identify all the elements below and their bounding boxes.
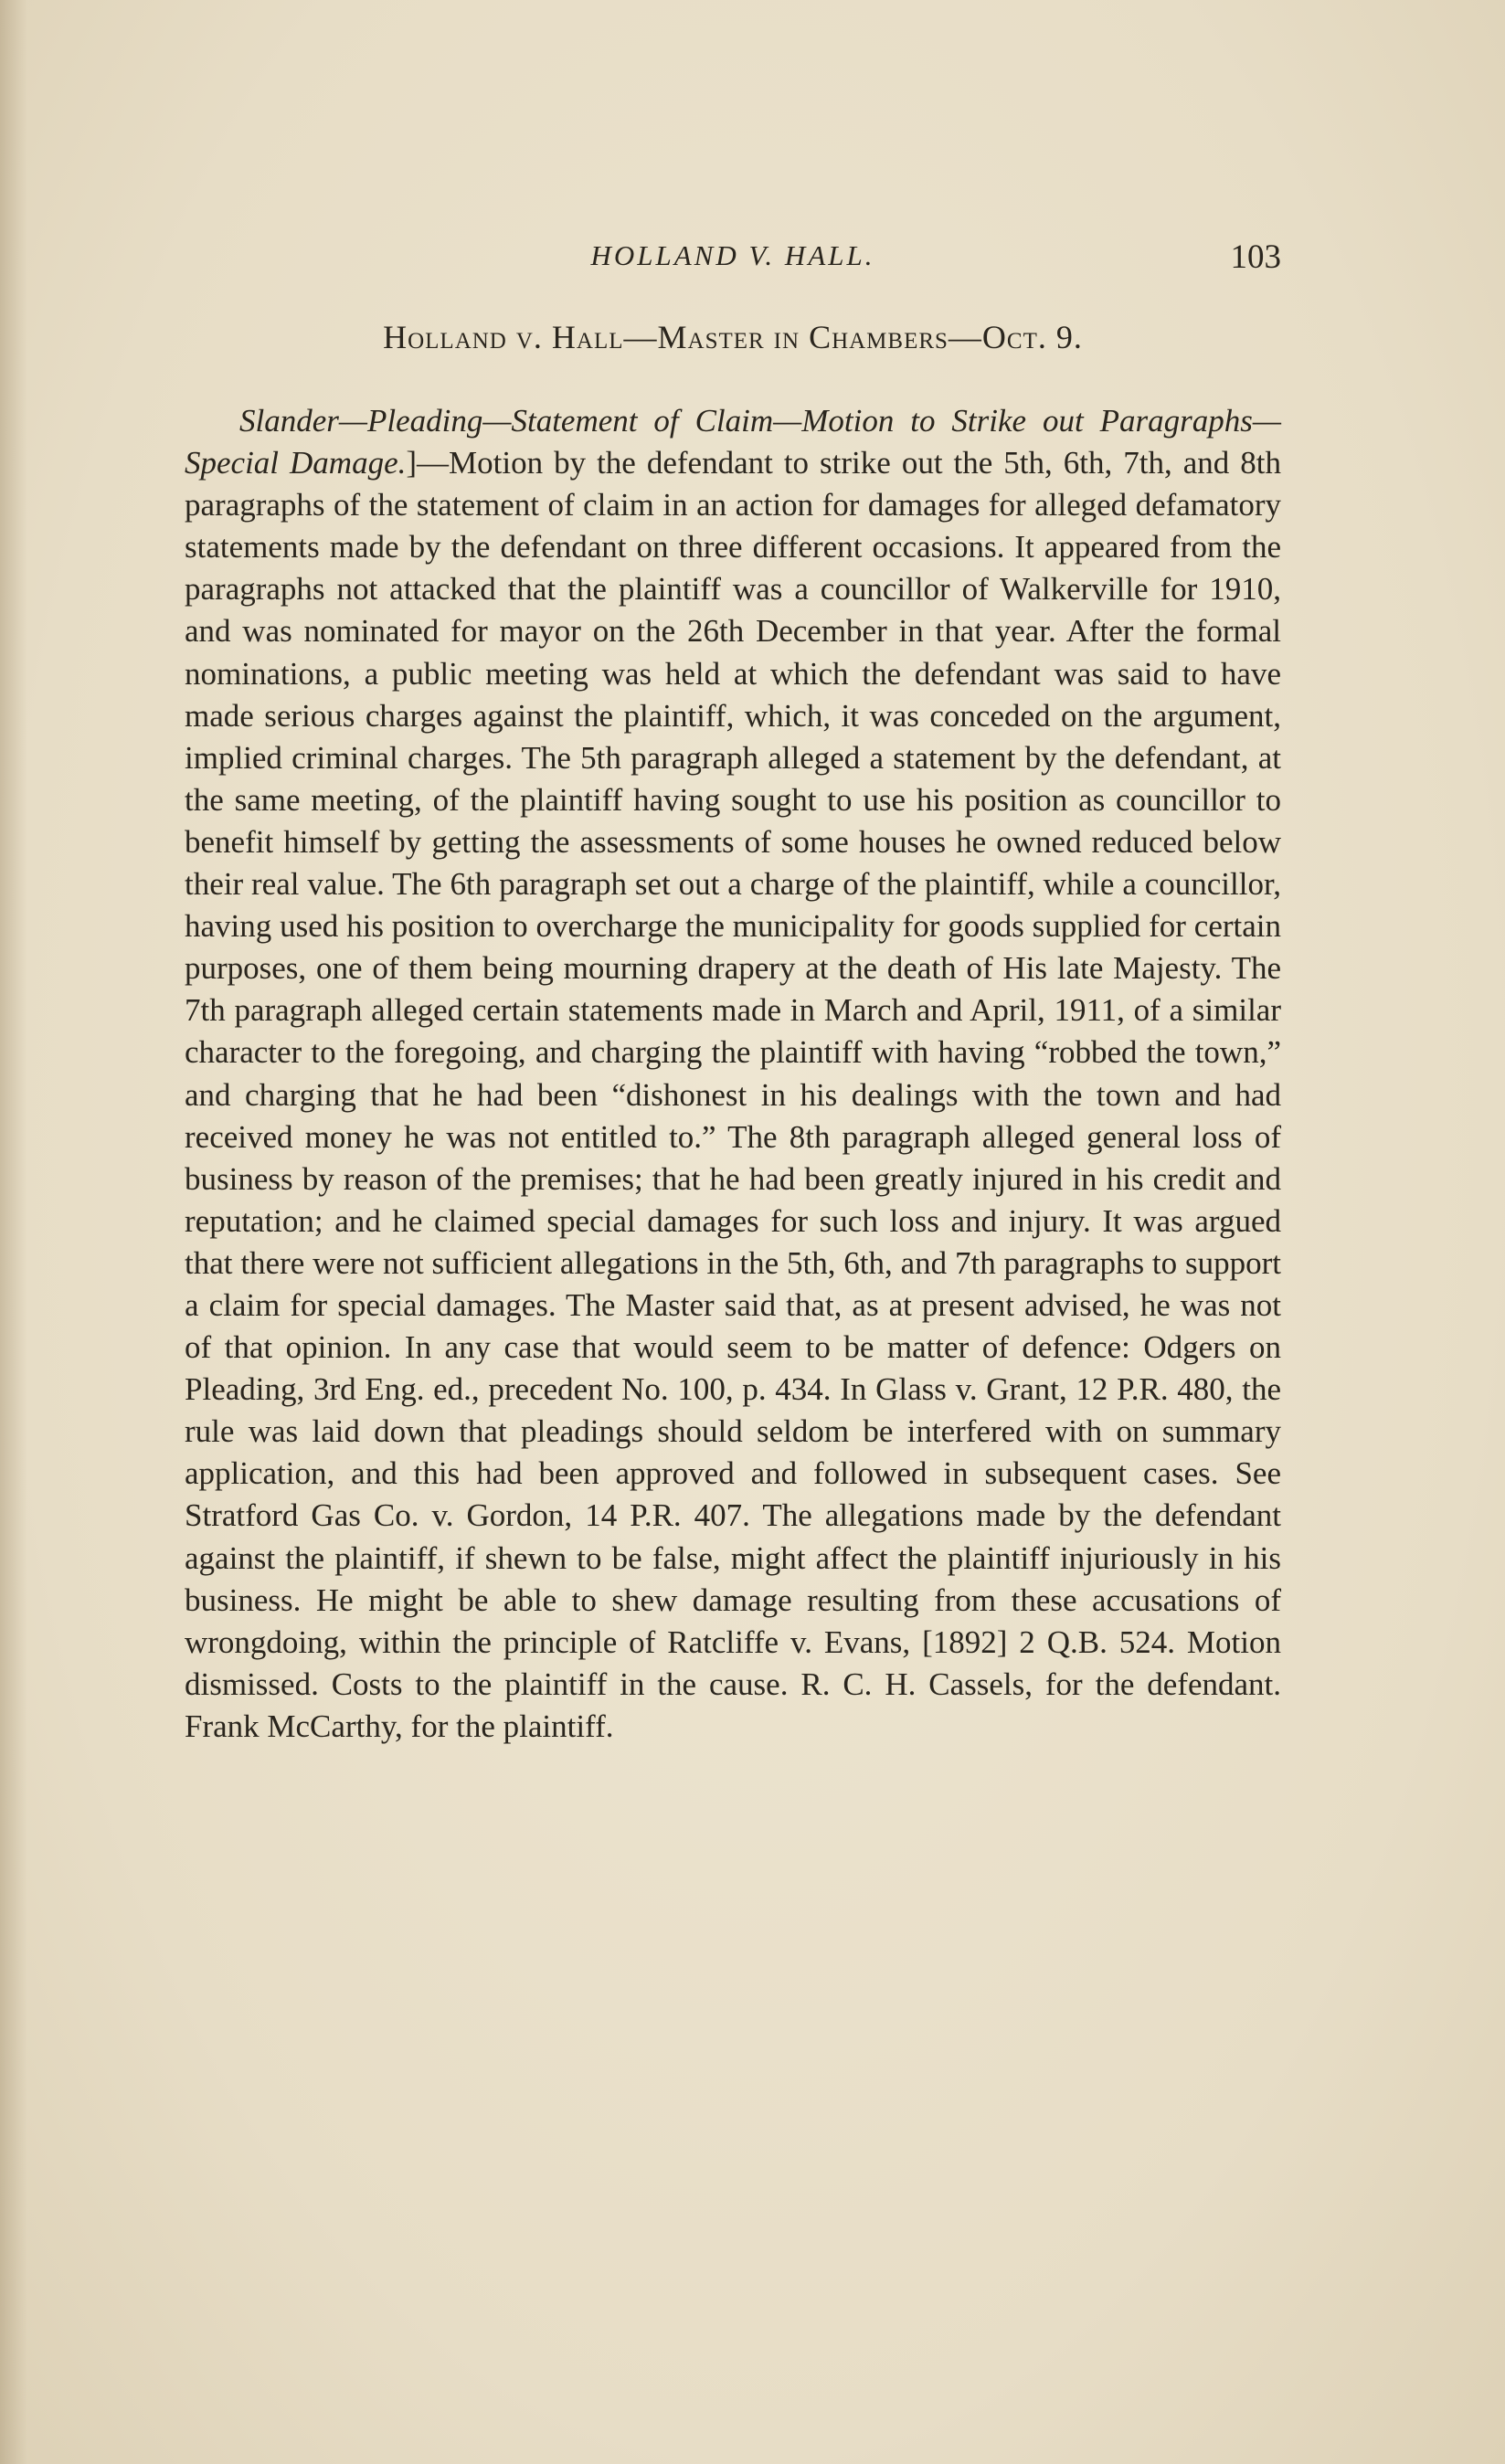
page-edge-shadow	[0, 0, 27, 2464]
case-heading: Holland v. Hall—Master in Chambers—Oct. 9.	[383, 319, 1083, 355]
report-text: ]—Motion by the defendant to strike out the 5th, 6th, 7th, and 8th paragraphs of the statement of claim in an action for damages for alleged defamatory statements made by the defendant on three different occasions. It appeared from the paragraphs not attacked that the plaintiff was a councillor of Walkerville for 1910, and was nominated for mayor on the 26th December in that year. After the formal nominations, a public meeting was held at which the defendant was said to have made serious charges against the plaintiff, which, it was conceded on the argument, implied criminal charges. The 5th paragraph alleged a statement by the defendant, at the same meeting, of the plaintiff having sought to use his position as councillor to benefit himself by getting the assessments of some houses he owned reduced below their real value. The 6th paragraph set out a charge of the plaintiff, while a councillor, having used his position to overcharge the municipality for goods supplied for certain purposes, one of them being mourning drapery at the death of His late Majesty. The 7th paragraph alleged certain statements made in March and April, 1911, of a similar character to the foregoing, and charging the plaintiff with having “robbed the town,” and charging that he had been “dishonest in his dealings with the town and had received money he was not entitled to.” The 8th paragraph alleged general loss of business by reason of the premises; that he had been greatly injured in his credit and reputation; and he claimed special damages for such loss and injury. It was argued that there were not sufficient allegations in the 5th, 6th, and 7th paragraphs to support a claim for special damages. The Master said that, as at present advised, he was not of that opinion. In any case that would seem to be matter of defence: Odgers on Pleading, 3rd Eng. ed., precedent No. 100, p. 434. In Glass v. Grant, 12 P.R. 480, the rule was laid down that pleadings should seldom be interfered with on summary application, and this had been approved and followed in subsequent cases. See Stratford Gas Co. v. Gordon, 14 P.R. 407. The allegations made by the defendant against the plaintiff, if shewn to be false, might affect the plaintiff injuriously in his business. He might be able to shew damage resulting from these accusations of wrongdoing, within the principle of Ratcliffe v. Evans, [1892] 2 Q.B. 524. Motion dismissed. Costs to the plaintiff in the cause. R. C. H. Cassels, for the defendant. Frank McCarthy, for the plaintiff.	[185, 445, 1281, 1744]
running-title: HOLLAND V. HALL.	[590, 239, 875, 271]
text-block	[185, 219, 1281, 1780]
running-head	[185, 219, 1281, 292]
page-number: 103	[1230, 238, 1281, 276]
case-report-paragraph	[185, 400, 1281, 1748]
subject-headnote: Slander—Pleading—Statement of Claim—Motion to Strike out Paragraphs—Special Damage.	[185, 403, 1281, 481]
